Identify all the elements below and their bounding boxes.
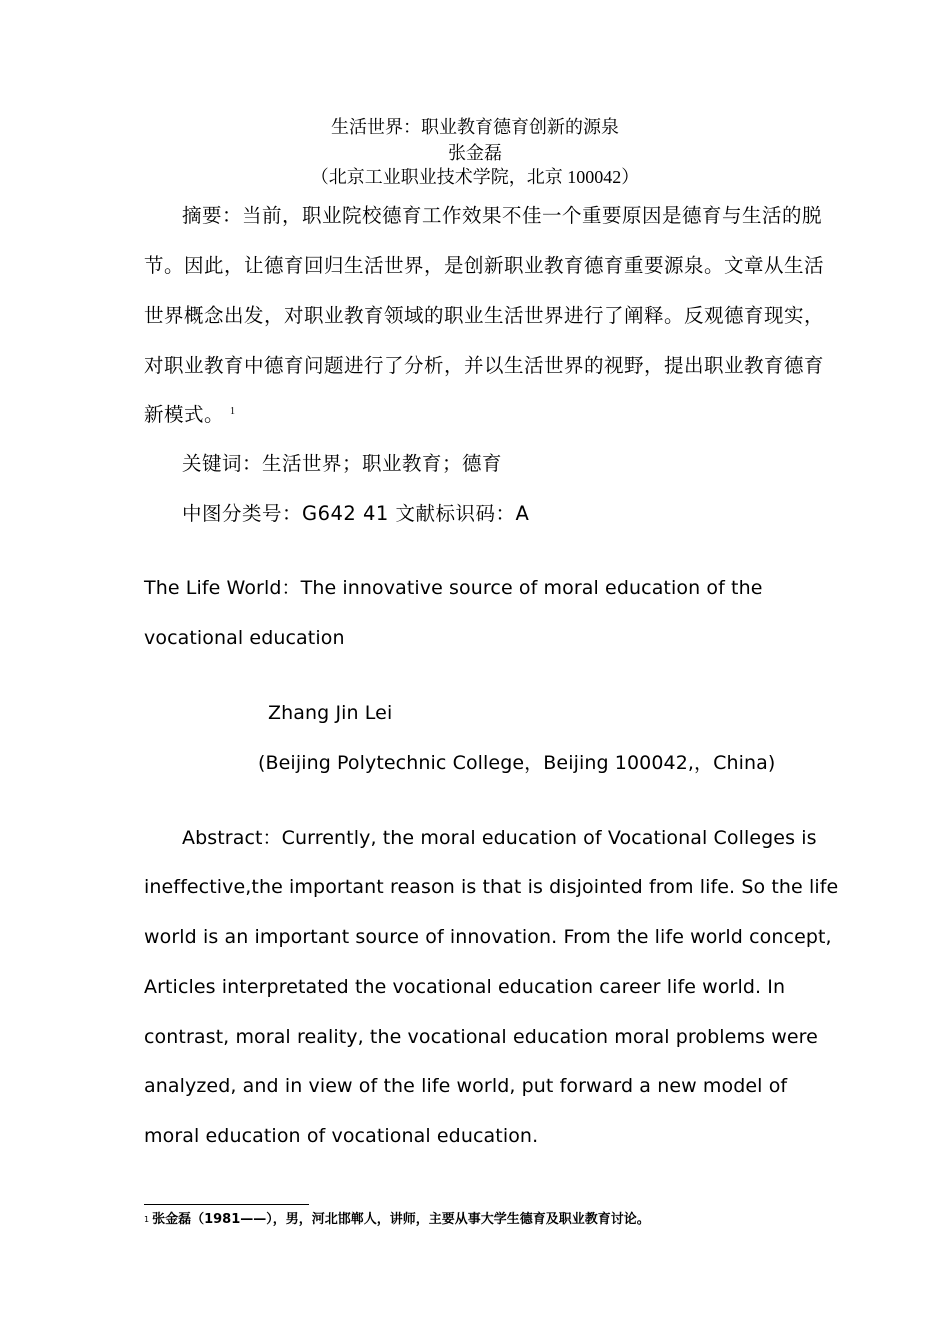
english-title-line: The Life World：The innovative source of moral education of the [144, 577, 763, 599]
abstract-en-line: Articles interpretated the vocational education career life world. In [144, 976, 786, 998]
abstract-en-line: ineffective,the important reason is that is disjointed from life. So the life [144, 876, 839, 898]
paper-title: 生活世界：职业教育德育创新的源泉 [331, 117, 619, 137]
footnote-text: 张金磊（1981——），男，河北邯郸人，讲师，主要从事大学生德育及职业教育讨论。 [152, 1212, 650, 1227]
footnote [144, 1211, 650, 1229]
classification: 中图分类号：G642 41 文献标识码：A [182, 502, 530, 525]
abstract-en-line: world is an important source of innovation. From the life world concept, [144, 926, 832, 948]
abstract-cn-line: 节。因此，让德育回归生活世界，是创新职业教育德育重要源泉。文章从生活 [144, 254, 825, 277]
footnote-divider [144, 1204, 309, 1205]
author-en: Zhang Jin Lei [268, 702, 393, 724]
affiliation-cn: （北京工业职业技术学院，北京 100042） [310, 167, 640, 187]
abstract-cn-line-last [144, 402, 236, 428]
footnote-reference[interactable]: 1 [230, 406, 236, 417]
abstract-en-line: Abstract：Currently, the moral education of Vocational Colleges is [182, 827, 817, 849]
abstract-cn-text: 新模式。 [144, 403, 225, 426]
abstract-cn-line: 摘要：当前，职业院校德育工作效果不佳一个重要原因是德育与生活的脱 [182, 204, 823, 227]
abstract-cn-line: 世界概念出发，对职业教育领域的职业生活世界进行了阐释。反观德育现实， [144, 304, 825, 327]
footnote-mark: 1 [144, 1215, 150, 1224]
author-cn: 张金磊 [448, 143, 502, 163]
affiliation-en: (Beijing Polytechnic College，Beijing 100042,，China) [258, 752, 776, 774]
abstract-en-line: contrast, moral reality, the vocational education moral problems were [144, 1026, 818, 1048]
abstract-en-line: moral education of vocational education. [144, 1125, 539, 1147]
abstract-en-line: analyzed, and in view of the life world, put forward a new model of [144, 1075, 788, 1097]
english-title-line: vocational education [144, 627, 345, 649]
keywords: 关键词：生活世界；职业教育；德育 [182, 452, 503, 475]
abstract-cn-line: 对职业教育中德育问题进行了分析，并以生活世界的视野，提出职业教育德育 [144, 354, 825, 377]
